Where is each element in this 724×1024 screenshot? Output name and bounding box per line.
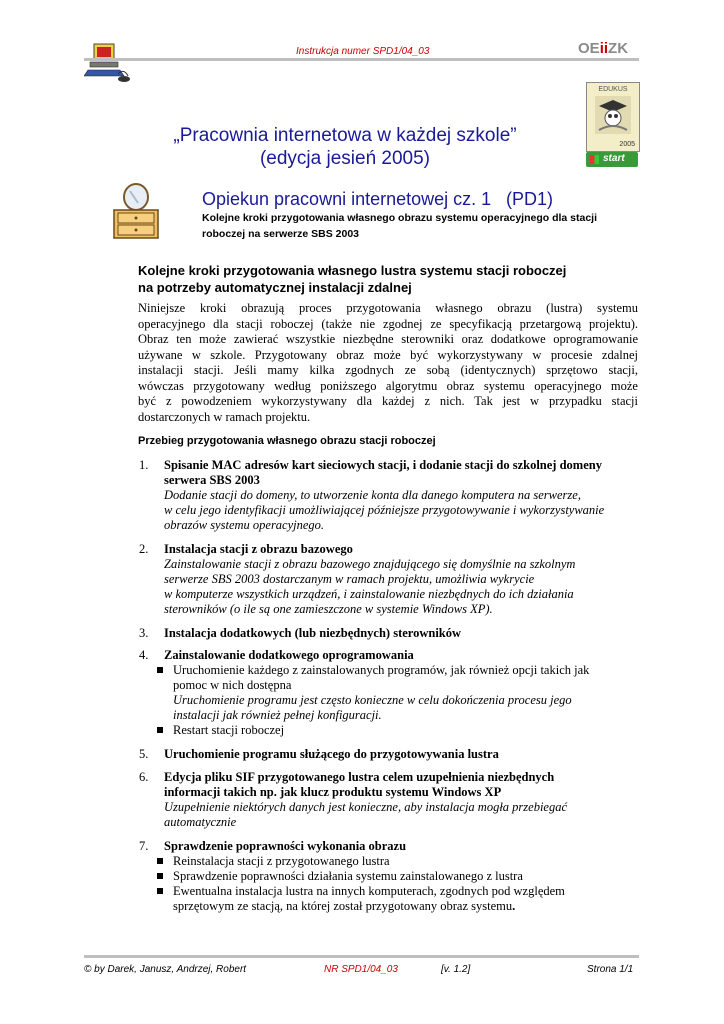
step-number: 5. bbox=[139, 747, 149, 761]
step-title-cont: informacji takich np. jak klucz produktu systemu Windows XP bbox=[164, 785, 502, 799]
bullet-text: Uruchomienie każdego z zainstalowanych programów, jak również opcji takich jak bbox=[173, 663, 590, 677]
step-5 bbox=[164, 747, 644, 762]
stamp-year: 2005 bbox=[619, 141, 635, 148]
footer-number: NR SPD1/04_03 bbox=[324, 964, 398, 975]
start-button bbox=[586, 152, 638, 167]
bullet-item bbox=[157, 869, 637, 884]
bullet-text: Reinstalacja stacji z przygotowanego lustra bbox=[173, 854, 390, 868]
paragraph-line: operacyjnego dla stacji roboczej (także nie zgodnej ze specyfikacją przetargową projektu). bbox=[138, 316, 638, 331]
step-desc: Zainstalowanie stacji z obrazu bazowego znajdującego się domyślnie na szkolnym bbox=[164, 557, 576, 571]
subtitle-desc-line2: roboczej na serwerze SBS 2003 bbox=[202, 228, 359, 240]
logo-right: ZK bbox=[608, 40, 629, 57]
header-doc-ref: Instrukcja numer SPD1/04_03 bbox=[296, 46, 430, 57]
step-number: 6. bbox=[139, 770, 149, 784]
page-title bbox=[120, 124, 570, 170]
paragraph-line: wówczas przygotowany według poniższego algorytmu obraz systemu operacyjnego może bbox=[138, 378, 638, 393]
bullet-text-cont: pomoc w nich dostępna bbox=[173, 678, 292, 692]
step-2 bbox=[164, 542, 644, 617]
step-desc: instalacji jak również pełnej konfiguracji. bbox=[173, 708, 382, 722]
computer-clipart-icon bbox=[84, 38, 134, 84]
step-title: Zainstalowanie dodatkowego oprogramowania bbox=[164, 648, 414, 662]
title-line1: „Pracownia internetowa w każdej szkole” bbox=[173, 125, 517, 146]
bullet-item bbox=[157, 723, 637, 738]
step-title: Sprawdzenie poprawności wykonania obrazu bbox=[164, 839, 407, 853]
footer-authors: © by Darek, Janusz, Andrzej, Robert bbox=[84, 964, 247, 975]
step-title: Edycja pliku SIF przygotowanego lustra celem uzupełnienia niezbędnych bbox=[164, 770, 555, 784]
step-title-cont: serwera SBS 2003 bbox=[164, 473, 260, 487]
section-heading-line1: Kolejne kroki przygotowania własnego lustra systemu stacji roboczej bbox=[138, 263, 567, 278]
step-desc: obrazów systemu operacyjnego. bbox=[164, 518, 325, 532]
bullet-text-line: sprzętowym ze stacją, na której został przygotowany obraz systemu bbox=[173, 899, 513, 913]
bullet-text: Ewentualna instalacja lustra na innych komputerach, zgodnych pod względem bbox=[173, 884, 565, 898]
step-number: 1. bbox=[139, 458, 149, 472]
bullet-square-icon bbox=[157, 727, 163, 733]
stamp-label: EDUKUS bbox=[598, 86, 628, 93]
windows-flag-icon bbox=[590, 155, 599, 164]
bullet-square-icon bbox=[157, 667, 163, 673]
section-heading-line2: na potrzeby automatycznej instalacji zdalnej bbox=[138, 280, 412, 295]
step-desc: Uzupełnienie niektórych danych jest konieczne, aby instalacja mogła przebiegać bbox=[164, 800, 568, 814]
step-number: 4. bbox=[139, 648, 149, 662]
bullet-square-icon bbox=[157, 858, 163, 864]
oeiizk-logo bbox=[578, 40, 628, 57]
bullet-item bbox=[157, 884, 637, 899]
header-rule bbox=[84, 58, 639, 61]
logo-mid: ii bbox=[599, 40, 609, 57]
step-4 bbox=[164, 648, 644, 738]
step-desc: w komputerze wszystkich urządzeń, i zainstalowanie niezbędnych do ich działania bbox=[164, 587, 574, 601]
step-desc: automatycznie bbox=[164, 815, 237, 829]
paragraph-line: używane w szkole. Przygotowany obraz może być wykorzystywany w procesie zdalnej bbox=[138, 347, 638, 362]
paragraph-line: dostarczonych w ramach projektu. bbox=[138, 409, 311, 424]
bullet-square-icon bbox=[157, 873, 163, 879]
procedure-subheading: Przebieg przygotowania własnego obrazu stacji roboczej bbox=[138, 435, 436, 447]
subtitle-desc-line1: Kolejne kroki przygotowania własnego obrazu systemu operacyjnego dla stacji bbox=[202, 212, 598, 224]
edukus-stamp bbox=[586, 82, 640, 152]
footer-rule bbox=[84, 955, 639, 958]
step-number: 2. bbox=[139, 542, 149, 556]
paragraph-line: Obraz ten może zawierać wszystkie niezbędne sterowniki oraz dodatkowe oprogramowanie bbox=[138, 332, 638, 346]
step-number: 7. bbox=[139, 839, 149, 853]
subtitle-heading: Opiekun pracowni internetowej cz. 1 bbox=[202, 189, 492, 209]
bullet-final-period: . bbox=[512, 899, 516, 913]
step-desc: Uruchomienie programu jest często konieczne w celu dokończenia procesu jego bbox=[173, 693, 572, 707]
dresser-mirror-icon bbox=[108, 183, 164, 241]
graduate-owl-icon bbox=[595, 96, 631, 134]
step-desc: w celu jego identyfikacji umożliwiającej późniejsze przygotowywanie i wykorzystywanie bbox=[164, 503, 605, 517]
step-title: Uruchomienie programu służącego do przygotowywania lustra bbox=[164, 747, 499, 761]
footer-page: Strona 1/1 bbox=[587, 964, 634, 975]
step-7 bbox=[164, 839, 644, 914]
intro-paragraph bbox=[138, 301, 638, 425]
subtitle-code: (PD1) bbox=[506, 189, 554, 209]
step-number: 3. bbox=[139, 626, 149, 640]
footer-version: [v. 1.2] bbox=[441, 964, 471, 975]
bullet-item bbox=[157, 663, 637, 678]
step-1 bbox=[164, 458, 644, 533]
subtitle-description bbox=[202, 210, 642, 242]
step-3 bbox=[164, 626, 644, 641]
bullet-square-icon bbox=[157, 888, 163, 894]
start-label: start bbox=[603, 153, 625, 164]
logo-left: OE bbox=[578, 40, 600, 57]
step-desc: serwerze SBS 2003 dostarczanym w ramach projektu, umożliwia wykrycie bbox=[164, 572, 535, 586]
paragraph-line: Niniejsze kroki obrazują proces przygotowania własnego obrazu (lustra) systemu bbox=[138, 301, 638, 315]
step-title: Instalacja dodatkowych (lub niezbędnych) sterowników bbox=[164, 626, 462, 640]
title-line2: (edycja jesień 2005) bbox=[259, 148, 431, 169]
step-6 bbox=[164, 770, 644, 830]
step-desc: Dodanie stacji do domeny, to utworzenie konta dla danego komputera na serwerze, bbox=[164, 488, 581, 502]
step-title: Spisanie MAC adresów kart sieciowych stacji, i dodanie stacji do szkolnej domeny bbox=[164, 458, 602, 472]
section-heading bbox=[138, 262, 638, 296]
paragraph-line: instalacji stacji. Jeśli mamy kilka zgodnych ze sobą (identycznych) sprzętowo stacji, bbox=[138, 363, 638, 377]
step-desc: sterowników (o ile są one zamieszczone w systemie Windows XP). bbox=[164, 602, 493, 616]
paragraph-line: być z powodzeniem wykorzystywany dla każdej z nich. Tak jest w przypadku stacji bbox=[138, 394, 638, 408]
bullet-item bbox=[157, 854, 637, 869]
bullet-text: Restart stacji roboczej bbox=[173, 723, 285, 737]
bullet-text-cont bbox=[164, 899, 644, 914]
bullet-text: Sprawdzenie poprawności działania systemu zainstalowanego z lustra bbox=[173, 869, 523, 883]
step-title: Instalacja stacji z obrazu bazowego bbox=[164, 542, 353, 556]
